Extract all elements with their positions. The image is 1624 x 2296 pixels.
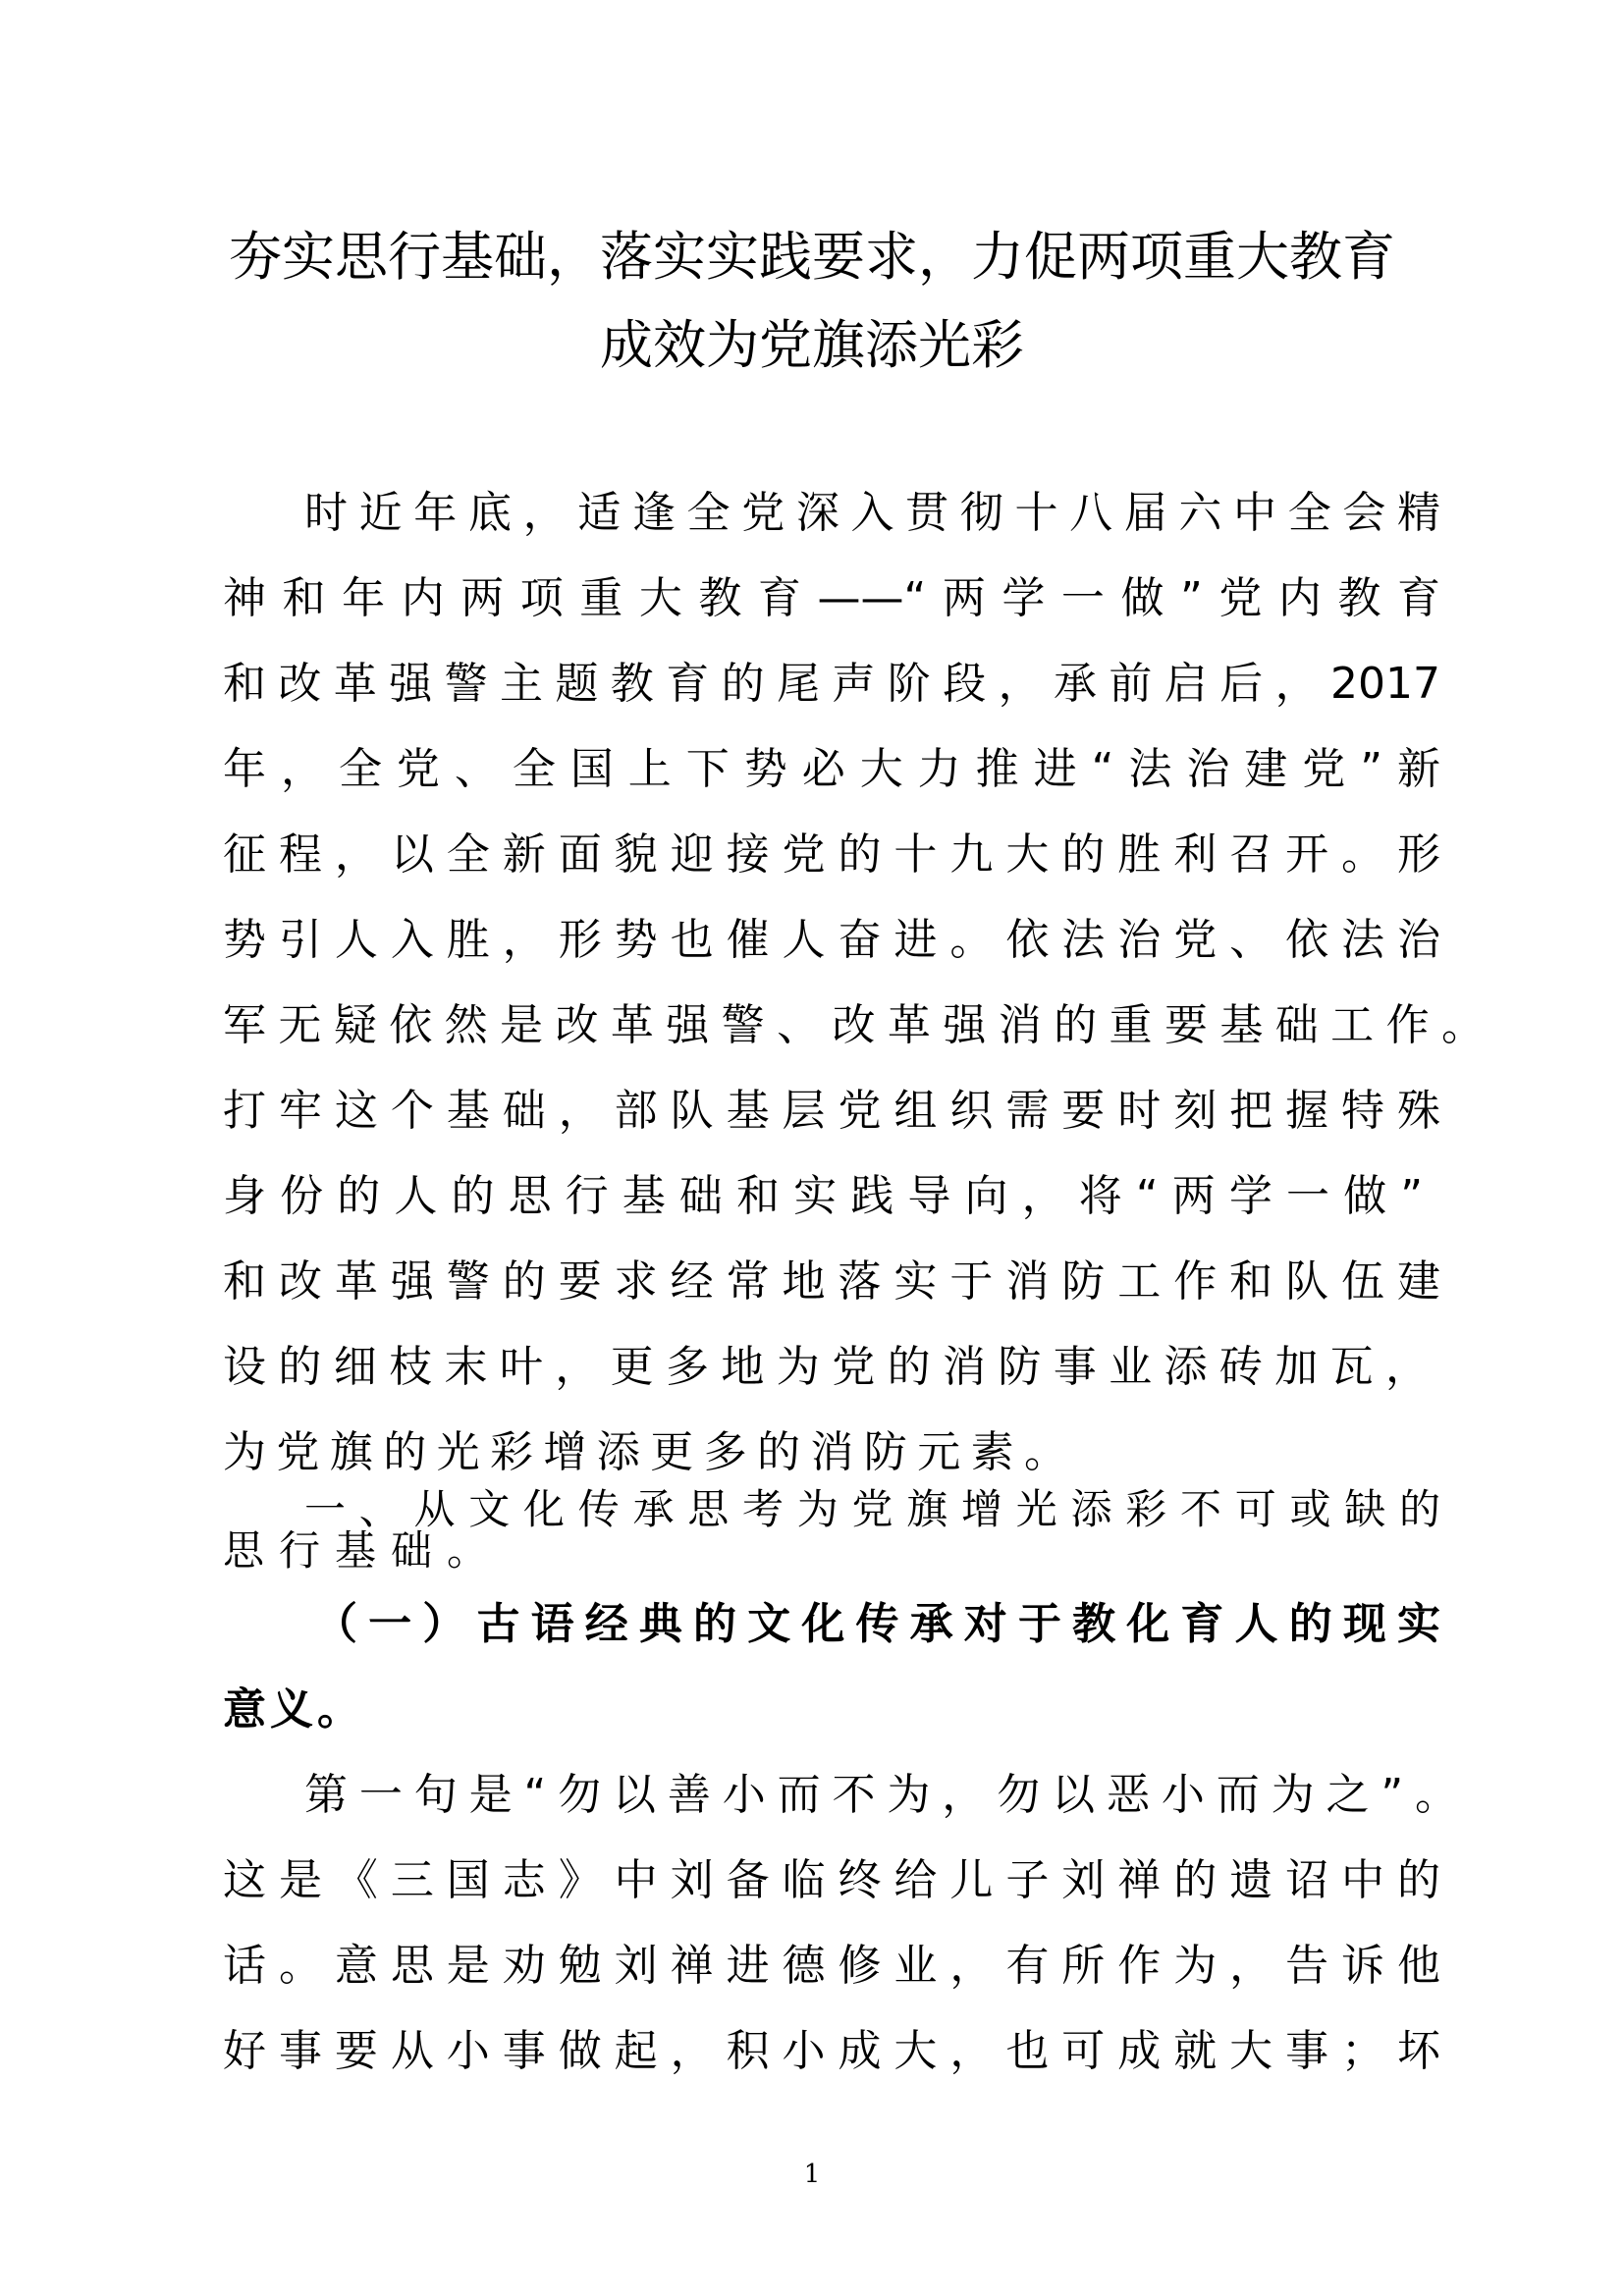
section-heading-line-1: 一、从文化传承思考为党旗增光添彩不可或缺的: [304, 1485, 1440, 1533]
intro-line-1: 时近年底，适逢全党深入贯彻十八届六中全会精: [304, 488, 1440, 538]
intro-line-8: 打牢这个基础，部队基层党组织需要时刻把握特殊: [223, 1086, 1440, 1136]
page-number: 1: [803, 2160, 821, 2189]
subsection-heading-line-2: 意义。: [223, 1684, 360, 1735]
intro-line-12: 为党旗的光彩增添更多的消防元素。: [223, 1427, 1067, 1477]
intro-line-4: 年，全党、全国上下势必大力推进“法治建党”新: [223, 744, 1440, 794]
document-title-line-1: 夯实思行基础，落实实践要求，力促两项重大教育: [229, 226, 1395, 288]
document-title-line-2: 成效为党旗添光彩: [600, 314, 1024, 376]
intro-line-9: 身份的人的思行基础和实践导向，将“两学一做”: [223, 1171, 1423, 1221]
intro-line-2: 神和年内两项重大教育——“两学一做”党内教育: [223, 573, 1440, 623]
intro-line-7: 军无疑依然是改革强警、改革强消的重要基础工作。: [223, 1000, 1485, 1050]
intro-line-10: 和改革强警的要求经常地落实于消防工作和队伍建: [223, 1256, 1440, 1307]
intro-line-11: 设的细枝末叶，更多地为党的消防事业添砖加瓦，: [223, 1342, 1429, 1392]
body-line-2: 这是《三国志》中刘备临终给儿子刘禅的遗诏中的: [223, 1855, 1440, 1905]
intro-line-5: 征程，以全新面貌迎接党的十九大的胜利召开。形: [223, 829, 1440, 880]
body-line-4: 好事要从小事做起，积小成大，也可成就大事；坏: [223, 2026, 1440, 2076]
intro-line-3: 和改革强警主题教育的尾声阶段，承前启后，2017: [223, 659, 1440, 709]
subsection-heading-line-1: （一）古语经典的文化传承对于教化育人的现实: [314, 1599, 1440, 1649]
body-line-1: 第一句是“勿以善小而不为，勿以恶小而为之”。: [304, 1770, 1458, 1820]
intro-line-6: 势引人入胜，形势也催人奋进。依法治党、依法治: [223, 915, 1440, 965]
body-line-3: 话。意思是劝勉刘禅进德修业，有所作为，告诉他: [223, 1941, 1440, 1991]
section-heading-line-2: 思行基础。: [223, 1526, 488, 1575]
